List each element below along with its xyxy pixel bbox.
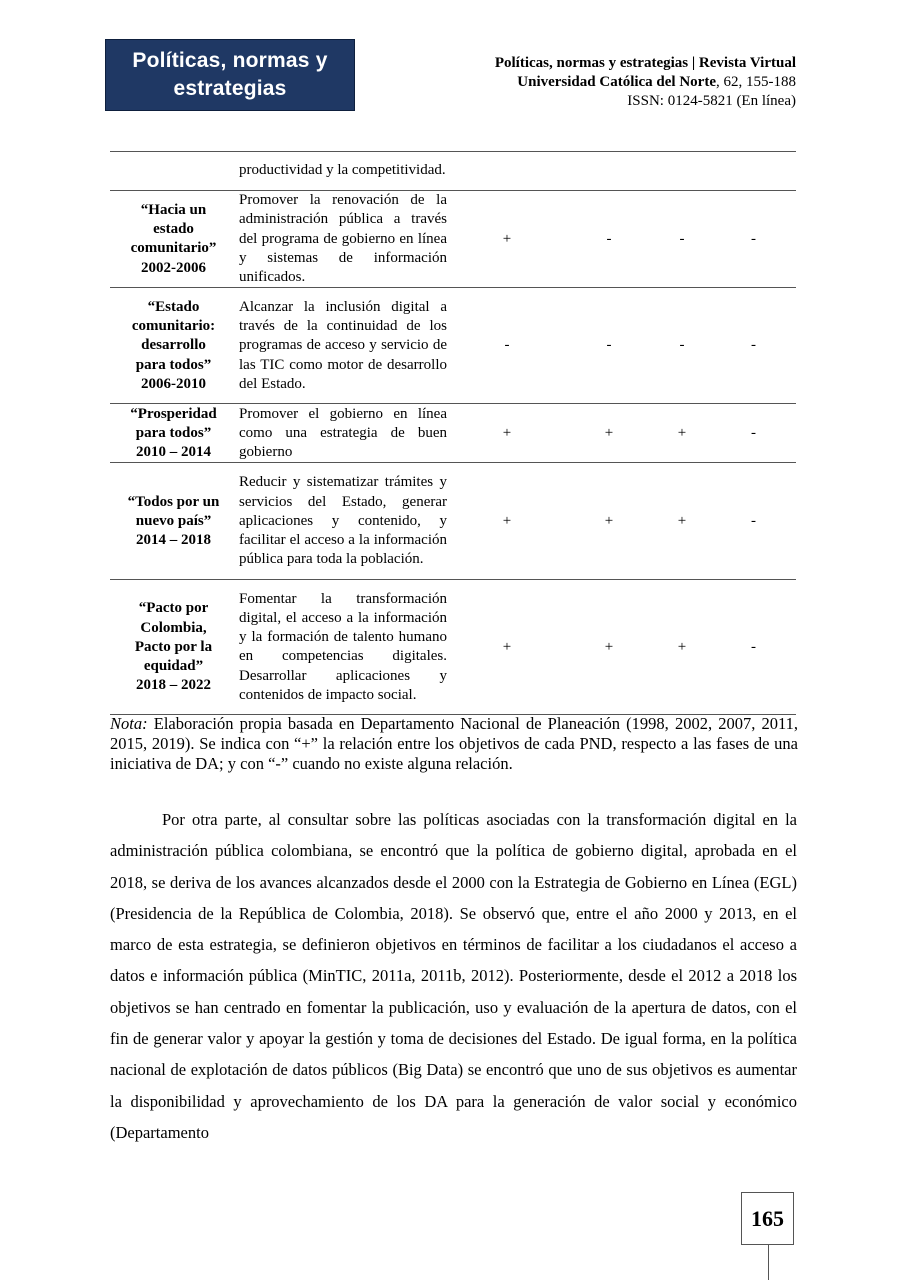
da-phase-mark: + bbox=[565, 404, 653, 463]
da-phase-mark: - bbox=[711, 191, 796, 288]
pnd-objective: Reducir y sistematizar trámites y servicios del Estado, generar aplicaciones y contenido, y facilitar el acceso a la información pública para toda la población. bbox=[237, 463, 449, 580]
issue-info: , 62, 155-188 bbox=[716, 74, 796, 90]
note-text: Elaboración propia basada en Departamento Nacional de Planeación (1998, 2002, 2007, 2011, 2015, 2019). Se indica con “+” la relación entre los objetivos de cada PND, respecto a las fases de una iniciativa de DA; y con “-” cuando no existe alguna relación. bbox=[110, 714, 798, 773]
pnd-name-line: 2014 – 2018 bbox=[136, 532, 211, 549]
pnd-name bbox=[110, 580, 237, 715]
da-phase-mark: - bbox=[711, 404, 796, 463]
journal-section: Políticas, normas y estrategias | Revista Virtual bbox=[494, 55, 796, 71]
pnd-objective: Promover la renovación de la administración pública a través del programa de gobierno en línea y sistemas de información unificados. bbox=[237, 191, 449, 288]
table-note bbox=[110, 714, 798, 774]
university-name: Universidad Católica del Norte bbox=[517, 74, 716, 90]
note-label: Nota: bbox=[110, 714, 148, 733]
pnd-name-line: 2002-2006 bbox=[141, 259, 206, 276]
pnd-name-line: 2006-2010 bbox=[141, 375, 206, 392]
da-phase-mark: - bbox=[653, 288, 711, 404]
table-row bbox=[110, 288, 796, 404]
da-phase-mark: - bbox=[711, 580, 796, 715]
pnd-name-line: desarrollo bbox=[141, 337, 206, 354]
da-phase-mark: - bbox=[711, 463, 796, 580]
pnd-objective: Alcanzar la inclusión digital a través de la continuidad de los programas de acceso y servicio de las TIC como motor de desarrollo del Estado. bbox=[237, 288, 449, 404]
pnd-name-line: comunitario” bbox=[130, 240, 217, 257]
body-text bbox=[110, 804, 797, 1148]
pnd-name bbox=[110, 288, 237, 404]
da-phase-mark bbox=[653, 152, 711, 191]
pnd-objective: Fomentar la transformación digital, el acceso a la información y la formación de talento humano en competencias digitales. Desarrollar aplicaciones y contenidos de impacto social. bbox=[237, 580, 449, 715]
journal-header bbox=[495, 54, 796, 111]
da-phase-mark: - bbox=[565, 288, 653, 404]
page-number-line bbox=[768, 1245, 769, 1280]
da-phase-mark: + bbox=[449, 580, 565, 715]
pnd-name-line: equidad” bbox=[143, 658, 204, 675]
da-phase-mark: - bbox=[565, 191, 653, 288]
pnd-name-line: estado bbox=[153, 220, 194, 237]
section-badge bbox=[105, 39, 355, 111]
pnd-name-line: para todos” bbox=[135, 356, 212, 373]
pnd-name-line: “Pacto por bbox=[138, 600, 209, 617]
da-phase-mark bbox=[711, 152, 796, 191]
pnd-name bbox=[110, 191, 237, 288]
body-paragraph: Por otra parte, al consultar sobre las políticas asociadas con la transformación digital en la administración pública colombiana, se encontró que la política de gobierno digital, aprobada en el 2018, se deriva de los avances alcanzados desde el 2000 con la Estrategia de Gobierno en Línea (EGL) (Presidencia de la República de Colombia, 2018). Se observó que, entre el año 2000 y 2013, en el marco de esta estrategia, se definieron objetivos en términos de facilitar a los ciudadanos el acceso a datos e información pública (MinTIC, 2011a, 2011b, 2012). Posteriormente, desde el 2012 a 2018 los objetivos se han centrado en fomentar la publicación, uso y evaluación de la apertura de datos, con el fin de generar valor y apoyar la gestión y toma de decisiones del Estado. De igual forma, en la política nacional de explotación de datos públicos (Big Data) se encontró que uno de sus objetivos es aumentar la disponibilidad y aprovechamiento de los DA para la generación de valor social y económico (Departamento bbox=[110, 810, 797, 1142]
table-row bbox=[110, 463, 796, 580]
pnd-name-line: 2018 – 2022 bbox=[136, 677, 211, 694]
da-phase-mark: + bbox=[653, 580, 711, 715]
da-phase-mark bbox=[565, 152, 653, 191]
pnd-objective: productividad y la competitividad. bbox=[237, 152, 449, 191]
pnd-name bbox=[110, 463, 237, 580]
da-phase-mark: + bbox=[653, 463, 711, 580]
da-phase-mark: + bbox=[565, 580, 653, 715]
table-row bbox=[110, 580, 796, 715]
pnd-name-line: Colombia, bbox=[140, 619, 207, 636]
table-row bbox=[110, 152, 796, 191]
da-phase-mark: - bbox=[653, 191, 711, 288]
da-phase-mark: + bbox=[653, 404, 711, 463]
da-phase-mark: - bbox=[449, 288, 565, 404]
section-badge-line1: Políticas, normas y bbox=[132, 49, 328, 72]
issn: ISSN: 0124-5821 (En línea) bbox=[627, 93, 796, 109]
da-phase-mark: + bbox=[449, 463, 565, 580]
pnd-name-line: para todos” bbox=[135, 424, 212, 441]
pnd-name-line: Pacto por la bbox=[134, 638, 213, 655]
pnd-table bbox=[110, 151, 796, 715]
pnd-objective: Promover el gobierno en línea como una estrategia de buen gobierno bbox=[237, 404, 449, 463]
pnd-name bbox=[110, 152, 237, 191]
pnd-name-line: comunitario: bbox=[131, 318, 216, 335]
da-phase-mark: + bbox=[449, 404, 565, 463]
pnd-name-line: “Hacia un bbox=[140, 201, 207, 218]
section-badge-line2: estrategias bbox=[173, 77, 287, 100]
da-phase-mark: + bbox=[565, 463, 653, 580]
pnd-name-line: “Prosperidad bbox=[130, 405, 217, 422]
pnd-name-line: nuevo país” bbox=[135, 512, 212, 529]
pnd-name-line: “Estado bbox=[147, 298, 200, 315]
page-number: 165 bbox=[741, 1192, 794, 1245]
da-phase-mark bbox=[449, 152, 565, 191]
pnd-name-line: 2010 – 2014 bbox=[136, 444, 211, 461]
table-row bbox=[110, 404, 796, 463]
table-row bbox=[110, 191, 796, 288]
da-phase-mark: + bbox=[449, 191, 565, 288]
da-phase-mark: - bbox=[711, 288, 796, 404]
pnd-name-line: “Todos por un bbox=[127, 493, 220, 510]
pnd-name bbox=[110, 404, 237, 463]
